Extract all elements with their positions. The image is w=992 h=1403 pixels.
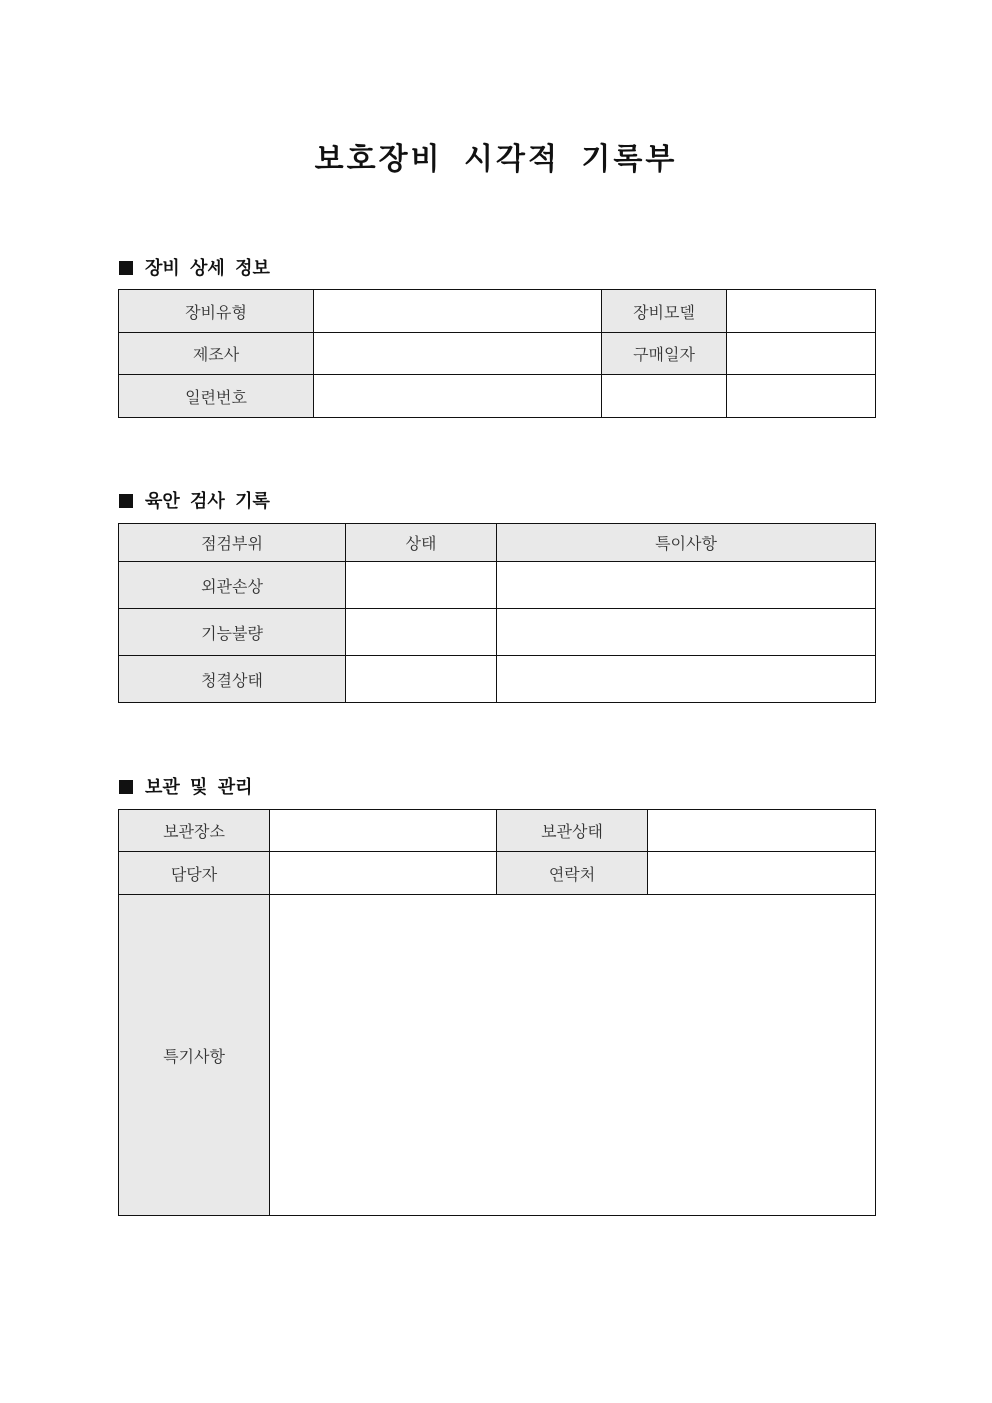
section-heading-text: 장비 상세 정보 bbox=[145, 258, 270, 279]
equipment-info-table bbox=[118, 289, 876, 418]
label-serial-number: 일련번호 bbox=[119, 375, 314, 418]
label-manager: 담당자 bbox=[119, 852, 270, 895]
column-header: 점검부위 bbox=[119, 524, 346, 562]
field-notes[interactable] bbox=[270, 895, 876, 1216]
section-heading-equipment bbox=[119, 254, 270, 280]
label-manufacturer: 제조사 bbox=[119, 333, 314, 375]
square-bullet-icon bbox=[119, 780, 133, 794]
field-manager[interactable] bbox=[270, 852, 497, 895]
field-equipment-model[interactable] bbox=[727, 290, 876, 333]
square-bullet-icon bbox=[119, 494, 133, 508]
label-notes: 특기사항 bbox=[119, 895, 270, 1216]
document-title: 보호장비 시각적 기록부 bbox=[314, 142, 678, 177]
inspection-table bbox=[118, 523, 876, 703]
field-storage-condition[interactable] bbox=[648, 810, 876, 852]
label-equipment-model: 장비모델 bbox=[602, 290, 727, 333]
section-heading-text: 육안 검사 기록 bbox=[145, 491, 270, 512]
field-status[interactable] bbox=[346, 656, 497, 703]
field-status[interactable] bbox=[346, 562, 497, 609]
field-remarks[interactable] bbox=[497, 656, 876, 703]
field-serial-number[interactable] bbox=[314, 375, 602, 418]
row-label: 청결상태 bbox=[119, 656, 346, 703]
field-purchase-date[interactable] bbox=[727, 333, 876, 375]
square-bullet-icon bbox=[119, 261, 133, 275]
section-heading-storage bbox=[119, 773, 252, 799]
field-contact[interactable] bbox=[648, 852, 876, 895]
row-label: 외관손상 bbox=[119, 562, 346, 609]
label-equipment-type: 장비유형 bbox=[119, 290, 314, 333]
field-status[interactable] bbox=[346, 609, 497, 656]
label-storage-condition: 보관상태 bbox=[497, 810, 648, 852]
section-heading-text: 보관 및 관리 bbox=[145, 777, 253, 798]
column-header: 특이사항 bbox=[497, 524, 876, 562]
row-label: 기능불량 bbox=[119, 609, 346, 656]
field-remarks[interactable] bbox=[497, 562, 876, 609]
empty-cell[interactable] bbox=[727, 375, 876, 418]
field-equipment-type[interactable] bbox=[314, 290, 602, 333]
empty-cell[interactable] bbox=[602, 375, 727, 418]
label-purchase-date: 구매일자 bbox=[602, 333, 727, 375]
section-heading-inspection bbox=[119, 487, 270, 513]
field-remarks[interactable] bbox=[497, 609, 876, 656]
field-manufacturer[interactable] bbox=[314, 333, 602, 375]
label-storage-location: 보관장소 bbox=[119, 810, 270, 852]
label-contact: 연락처 bbox=[497, 852, 648, 895]
storage-table bbox=[118, 809, 876, 1216]
column-header: 상태 bbox=[346, 524, 497, 562]
field-storage-location[interactable] bbox=[270, 810, 497, 852]
